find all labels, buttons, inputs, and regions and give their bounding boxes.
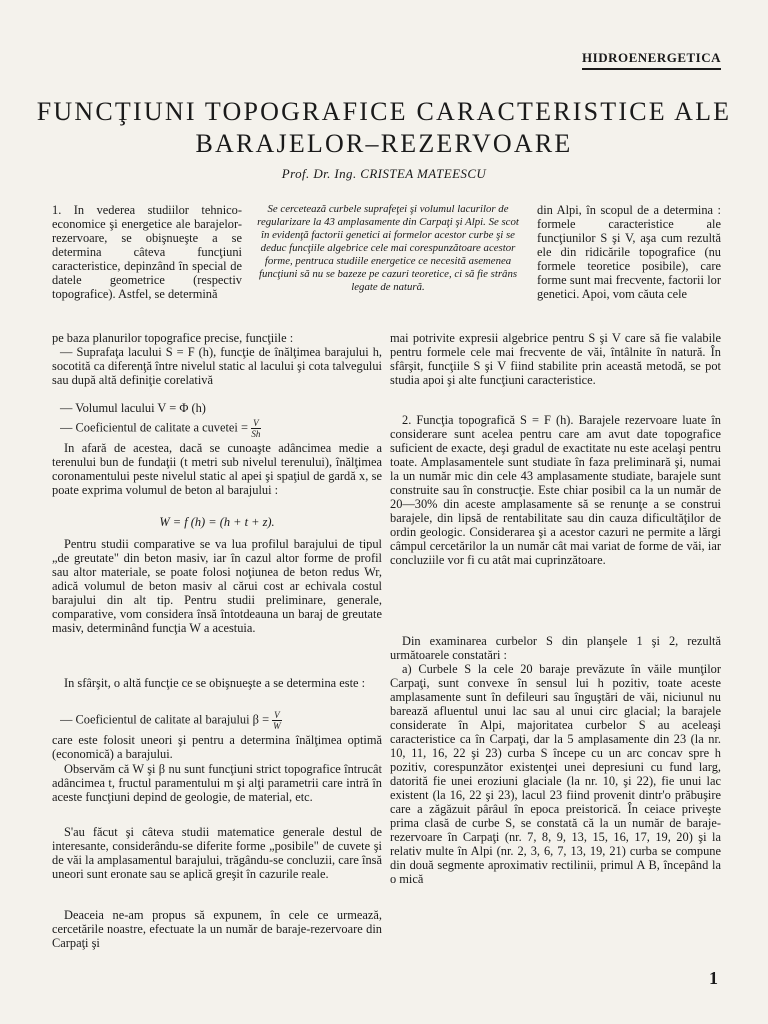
function-cuvette-quality <box>60 418 382 439</box>
function-surface: — Suprafaţa lacului S = F (h), funcţie de înălţimea barajului h, socotită ca diferenţă între nivelul static al lacului şi cota talvegului sau după altă definiţie corelativă <box>52 345 382 387</box>
paragraph-6: Observăm că W şi β nu sunt funcţiuni strict topografice întrucât adâncimea t, fructul paramentului m şi alţi parametrii care intră în aceste funcţiuni depind de geologie, de material, etc. <box>52 762 382 804</box>
section-label: HIDROENERGETICA <box>582 50 721 70</box>
paragraph-7: S'au făcut şi câteva studii matematice generale destul de interesante, considerându-se diferite forme „posibile" de cuvete şi de văi la amplasamentul barajului, trăgându-se concluzii, care însă uneori sunt eronate sau se aplică greşit în cazurile reale. <box>52 825 382 881</box>
right-paragraph-3: Din examinarea curbelor S din planşele 1 şi 2, rezultă următoarele constatări : <box>390 634 721 662</box>
function-dam-quality <box>60 710 382 731</box>
paragraph-1-start: 1. In vederea studiilor tehnico-economice şi energetice ale barajelor-rezervoare, se obişnueşte a se determina câteva funcţiuni caracteristice, depinzând în special de datele geometrice (respectiv topografice). Astfel, se determină <box>52 203 242 301</box>
paragraph-2: In afară de acestea, dacă se cunoaşte adâncimea medie a terenului bun de fundaţii (t metri sub nivelul terenului), înălţimea coronamentului peste nivelul static al apei şi spaţiul de gardă x, se poate exprima volumul de beton al barajului : <box>52 441 382 497</box>
cuvette-fraction-denominator: Sh <box>251 429 261 439</box>
dam-fraction <box>272 710 282 731</box>
concrete-volume-formula: W = f (h) = (h + t + z). <box>159 515 275 529</box>
section-2-topographic-function: 2. Funcţia topografică S = F (h). Barajele rezervoare luate în considerare sunt acelea pentru care am avut date topografice suficient de exacte, deşi gradul de exactitate nu este acelaşi pentru toate. Amplasamentele sunt studiate în faza preliminară şi, numai la un număr mic din cele 43 amplasamente studiate, barajele sunt construite sau în construcţie. Este chiar posibil ca la un număr de 20—30% din aceste amplasamente să se renunţe a se construi barajele, din lipsă de rentabilitate sau din cauza dificultăţilor de ordin geologic. Considerarea şi a acestor cazuri ne permite a lărgi câmpul cercetărilor la un număr cât mai variat de forme de văi, iar concluziile vor fi cu atât mai cuprinzătoare. <box>390 413 721 567</box>
paragraph-3: Pentru studii comparative se va lua profilul barajului de tipul „de greutate" din beton masiv, iar în cazul altor forme de profil sau altor materiale, se poate folosi noţiunea de beton redus Wr, adică volumul de beton masiv al cărui cost ar echivala costul barajului din alt tip. Pentru studii preliminare, generale, comparative, vom considera însă întotdeauna un baraj de greutate masiv, determinând funcţia W a acestuia. <box>52 537 382 635</box>
dam-fraction-denominator: W <box>273 721 281 731</box>
author-line: Prof. Dr. Ing. CRISTEA MATEESCU <box>281 166 487 181</box>
paragraph-4: In sfârşit, o altă funcţie ce se obişnueşte a se determina este : <box>64 676 366 690</box>
dam-fraction-numerator: V <box>274 710 280 720</box>
right-paragraph-1-end: din Alpi, în scopul de a determina : formele caracteristice ale funcţiunilor S şi V, aşa cum rezultă ele din ridicările topografice (nu formele teoretice posibile), care forme sunt mai frecvente, factorii lor genetici. Apoi, vom căuta cele <box>537 203 721 301</box>
cuvette-fraction-numerator: V <box>253 418 259 428</box>
paragraph-8: Deaceia ne-am propus să expunem, în cele ce urmează, cercetările noastre, efectuate la un număr de baraje-rezervoare din Carpaţi şi <box>52 908 382 950</box>
paragraph-5: care este folosit uneori şi pentru a determina înălţimea optimă (economică) a barajului. <box>52 733 382 761</box>
article-title: FUNCŢIUNI TOPOGRAFICE CARACTERISTICE ALE BARAJELOR–REZERVOARE <box>36 97 732 158</box>
cuvette-fraction <box>251 418 261 439</box>
dam-quality-label: — Coeficientul de calitate al barajului β = <box>60 712 270 727</box>
right-paragraph-4: a) Curbele S la cele 20 baraje prevăzute în văile munţilor Carpaţi, sunt convexe în sensul lui h pozitiv, toate aceste amplasamente sunt în defileuri sau înguştări de văi, niciunul nu barează afluentul unui lac sau al unui circ glacial; la barajele considerate în Alpi, majoritatea curbelor S au aceleaşi caracteristice ca în Carpaţi, dar la 5 amplasamente din 23 (la nr. 10, 11, 16, 22 şi 23) curba S începe cu un arc concav spre h pozitiv, corespunzător existenţei unei depresiuni cu fund larg, datorită fie unei eroziuni glaciale (la nr. 10, şi 22), fie unui lac existent (la 16, 22 şi 23), lacul 23 fiind provenit dintr'o prăbuşire care a zăgăzuit pârâul în epoca preistorică. În ceiace priveşte prima clasă de curbe S, se constată că la un număr de baraje-rezervoare în Carpaţi (nr. 7, 8, 9, 13, 15, 16, 17, 19, 20) şi la relativ multe în Alpi (nr. 2, 3, 6, 7, 13, 19, 21) curba se compune din două segmente aproximativ rectilinii, primul A B, începând la o mică <box>390 662 721 886</box>
paragraph-1-cont: pe baza planurilor topografice precise, funcţiile : <box>52 331 294 345</box>
page-number: 1 <box>709 968 718 988</box>
abstract: Se cercetează curbele suprafeţei şi volumul lacurilor de regularizare la 43 amplasamente din Carpaţi şi Alpi. Se scot în evidenţă factorii genetici ai formelor acestor curbe şi se deduc funcţiile algebrice cele mai corespunzătoare acestor forme, pentruca studiile energetice ce necesită asemenea funcţiuni să nu se bazeze pe cazuri teoretice, ci să fie strâns legate de natură. <box>257 203 519 293</box>
function-volume: — Volumul lacului V = Φ (h) <box>60 401 206 415</box>
cuvette-quality-label: — Coeficientul de calitate a cuvetei = <box>60 420 248 435</box>
right-paragraph-1-cont: mai potrivite expresii algebrice pentru S şi V care să fie valabile pentru formele cele mai frecvente de văi, întâlnite în natură. În sfârşit, funcţiile S şi V fiind stabilite prin această metodă, se pot studia apoi şi alte funcţiuni caracteristice. <box>390 331 721 387</box>
